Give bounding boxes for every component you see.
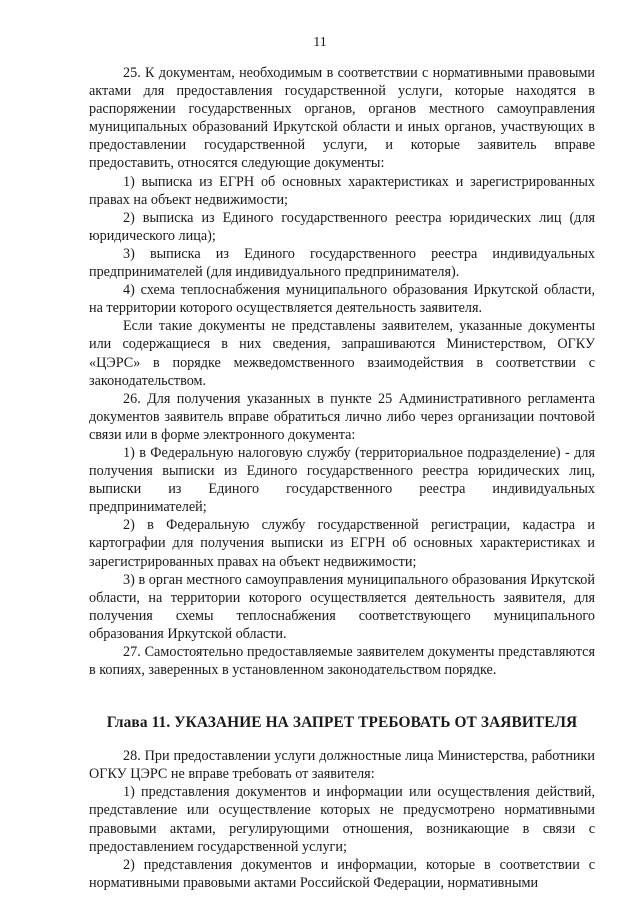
paragraph-28-item-1: 1) представления документов и информации или осуществления действий, представление или осуществление которых не предусмотрено нормативными правовыми актами, регулирующими отношения, возникающие в связи с предоставлением государственной услуги; <box>89 784 595 855</box>
paragraph-25-item-3: 3) выписка из Единого государственного реестра индивидуальных предпринимателей (для индивидуального предпринимателя). <box>89 245 595 281</box>
chapter-heading: Глава 11. УКАЗАНИЕ НА ЗАПРЕТ ТРЕБОВАТЬ ОТ ЗАЯВИТЕЛЯ <box>106 714 578 732</box>
document-body <box>89 64 595 892</box>
paragraph-26: 26. Для получения указанных в пункте 25 Административного регламента документов заявитель вправе обратиться лично либо через организации почтовой связи или в форме электронного документа: <box>89 390 595 443</box>
paragraph-27: 27. Самостоятельно предоставляемые заявителем документы представляются в копиях, заверенных в установленном законодательством порядке. <box>89 644 595 679</box>
paragraph-25-item-4: 4) схема теплоснабжения муниципального образования Иркутской области, на территории которого осуществляется деятельность заявителя. <box>89 282 595 317</box>
paragraph-26-item-3: 3) в орган местного самоуправления муниципального образования Иркутской области, на территории которого осуществляется деятельность заявителя, для получения схемы теплоснабжения соответствующего муниципального образования Иркутской области. <box>89 571 595 642</box>
paragraph-26-item-1: 1) в Федеральную налоговую службу (территориальное подразделение) - для получения выписки из Единого государственного реестра юридических лиц, выписки из Единого государственного реестра индивидуальных предпринимателей; <box>89 444 595 516</box>
paragraph-25-note: Если такие документы не представлены заявителем, указанные документы или содержащиеся в них сведения, запрашиваются Министерством, ОГКУ «ЦЭРС» в порядке межведомственного взаимодействия в соответствии с законодательством. <box>89 318 595 389</box>
paragraph-28: 28. При предоставлении услуги должностные лица Министерства, работники ОГКУ ЦЭРС не вправе требовать от заявителя: <box>89 748 595 783</box>
paragraph-26-item-2: 2) в Федеральную службу государственной регистрации, кадастра и картографии для получения выписки из ЕГРН об основных характеристиках и зарегистрированных правах на объект недвижимости; <box>89 517 595 570</box>
paragraph-25: 25. К документам, необходимым в соответствии с нормативными правовыми актами для предоставления государственной услуги, которые находятся в распоряжении государственных органов, органов местного самоуправления муниципальных образований Иркутской области и иных органов, участвующих в предоставлении государственной услуги, и которые заявитель вправе предоставить, относятся следующие документы: <box>89 65 595 172</box>
paragraph-28-item-2: 2) представления документов и информации, которые в соответствии с нормативными правовыми актами Российской Федерации, нормативными <box>89 856 595 891</box>
paragraph-25-item-1: 1) выписка из ЕГРН об основных характеристиках и зарегистрированных правах на объект недвижимости; <box>89 173 595 208</box>
paragraph-25-item-2: 2) выписка из Единого государственного реестра юридических лиц (для юридического лица); <box>89 209 595 244</box>
page-number: 11 <box>313 35 327 50</box>
